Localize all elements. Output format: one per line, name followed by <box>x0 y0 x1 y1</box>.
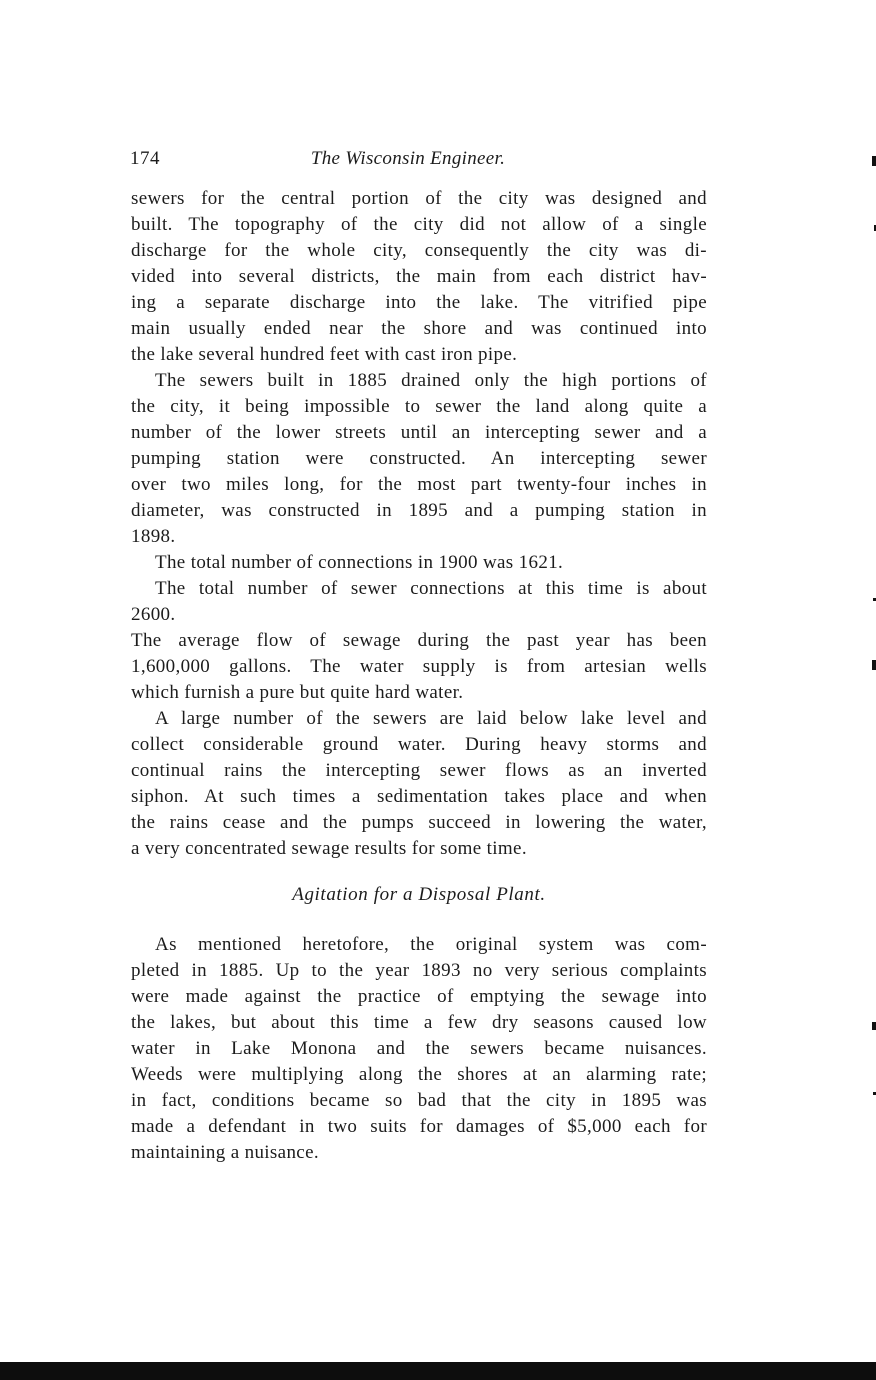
text-line: which furnish a pure but quite hard water. <box>131 682 464 703</box>
text-line: water in Lake Monona and the sewers became nuisances. <box>131 1038 707 1059</box>
text-line: the city, it being impossible to sewer the land along quite a <box>131 396 707 417</box>
text-line: maintaining a nuisance. <box>131 1142 319 1163</box>
text-line: The average flow of sewage during the past year has been <box>131 630 707 651</box>
text-line: siphon. At such times a sedimentation takes place and when <box>131 786 707 807</box>
text-line: The total number of sewer connections at this time is about <box>155 578 707 599</box>
text-line: made a defendant in two suits for damages of $5,000 each for <box>131 1116 707 1137</box>
text-line: over two miles long, for the most part twenty-four inches in <box>131 474 707 495</box>
text-line: Weeds were multiplying along the shores at an alarming rate; <box>131 1064 707 1085</box>
running-title: The Wisconsin Engineer. <box>310 148 506 169</box>
text-line: ing a separate discharge into the lake. The vitrified pipe <box>131 292 707 313</box>
scan-edge-mark <box>872 660 876 670</box>
text-line: 1898. <box>131 526 176 547</box>
text-line: continual rains the intercepting sewer flows as an inverted <box>131 760 707 781</box>
text-line: discharge for the whole city, consequently the city was di- <box>131 240 707 261</box>
text-line: pumping station were constructed. An intercepting sewer <box>131 448 707 469</box>
text-line: The total number of connections in 1900 was 1621. <box>155 552 564 573</box>
scan-bottom-border <box>0 1362 876 1380</box>
text-line: As mentioned heretofore, the original system was com- <box>155 934 707 955</box>
text-line: 2600. <box>131 604 176 625</box>
text-line: collect considerable ground water. During heavy storms and <box>131 734 707 755</box>
page-number: 174 <box>130 148 160 169</box>
text-line: The sewers built in 1885 drained only the high portions of <box>155 370 707 391</box>
text-line: main usually ended near the shore and was continued into <box>131 318 707 339</box>
page-header <box>130 146 710 176</box>
text-line: 1,600,000 gallons. The water supply is from artesian wells <box>131 656 707 677</box>
text-line: the lakes, but about this time a few dry seasons caused low <box>131 1012 707 1033</box>
text-line: the rains cease and the pumps succeed in lowering the water, <box>131 812 707 833</box>
text-line: were made against the practice of emptying the sewage into <box>131 986 707 1007</box>
body-text <box>131 186 707 862</box>
text-line: built. The topography of the city did not allow of a single <box>131 214 707 235</box>
section-heading: Agitation for a Disposal Plant. <box>292 884 546 905</box>
text-line: sewers for the central portion of the city was designed and <box>131 188 707 209</box>
scan-edge-mark <box>872 156 876 166</box>
text-line: A large number of the sewers are laid below lake level and <box>155 708 707 729</box>
text-line: the lake several hundred feet with cast iron pipe. <box>131 344 518 365</box>
text-line: number of the lower streets until an intercepting sewer and a <box>131 422 707 443</box>
text-line: vided into several districts, the main from each district hav- <box>131 266 707 287</box>
scan-edge-mark <box>872 1022 876 1030</box>
text-line: in fact, conditions became so bad that the city in 1895 was <box>131 1090 707 1111</box>
text-line: pleted in 1885. Up to the year 1893 no very serious complaints <box>131 960 707 981</box>
text-line: diameter, was constructed in 1895 and a pumping station in <box>131 500 707 521</box>
section-body <box>131 932 707 1166</box>
text-line: a very concentrated sewage results for some time. <box>131 838 527 859</box>
